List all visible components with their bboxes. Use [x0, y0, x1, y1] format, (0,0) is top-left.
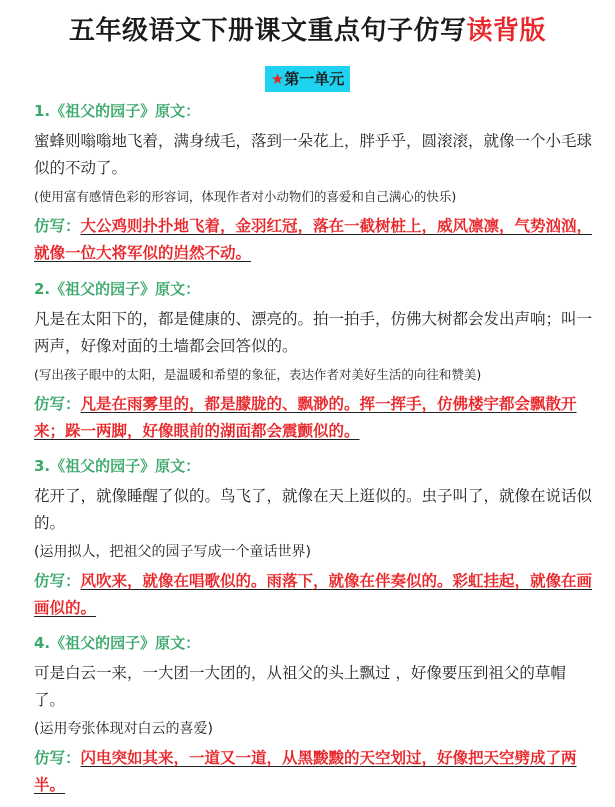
item-imitation: [34, 213, 594, 267]
item-note: (运用夸张体现对白云的喜爱): [34, 721, 213, 737]
item-original: 可是白云一来，一大团一大团的，从祖父的头上飘过 ，好像要压到祖父的草帽了。: [34, 664, 566, 709]
item-original: 花开了，就像睡醒了似的。鸟飞了，就像在天上逛似的。虫子叫了，就像在说话似的。: [34, 487, 593, 532]
item-note: (使用富有感情色彩的形容词，体现作者对小动物们的喜爱和自己满心的快乐): [34, 189, 457, 204]
imitation-label: 仿写：: [34, 395, 81, 413]
item-heading: 4.《祖父的园子》原文：: [34, 634, 201, 652]
item-note: (写出孩子眼中的太阳，是温暖和希望的象征，表达作者对美好生活的向往和赞美): [34, 367, 482, 382]
imitation-label: 仿写：: [34, 217, 81, 235]
unit-banner: [0, 66, 615, 92]
imitation-text: 凡是在雨雾里的，都是朦胧的、飘渺的。挥一挥手，仿佛楼宇都会飘散开来；跺一两脚，好像眼前的湖面都会震颤似的。: [34, 395, 577, 440]
item-imitation: [34, 568, 594, 622]
item-heading: 1.《祖父的园子》原文：: [34, 102, 201, 120]
sentence-item-4: [34, 632, 594, 799]
item-note: (运用拟人，把祖父的园子写成一个童话世界): [34, 544, 311, 560]
sentence-item-3: [34, 455, 594, 622]
item-original: 蜜蜂则嗡嗡地飞着，满身绒毛，落到一朵花上，胖乎乎，圆滚滚，就像一个小毛球似的不动了。: [34, 132, 593, 177]
imitation-text: 大公鸡则扑扑地飞着，金羽红冠，落在一截树桩上，威风凛凛，气势汹汹，就像一位大将军似的岿然不动。: [34, 217, 593, 262]
item-imitation: [34, 391, 594, 445]
unit-label: 第一单元: [284, 70, 345, 88]
item-original: 凡是在太阳下的，都是健康的、漂亮的。拍一拍手，仿佛大树都会发出声响；叫一两声，好像对面的土墙都会回答似的。: [34, 310, 593, 355]
title-main: 五年级语文下册课文重点句子仿写: [68, 16, 467, 46]
imitation-label: 仿写：: [34, 572, 81, 590]
title-highlight: 读背版: [466, 16, 547, 46]
imitation-label: 仿写：: [34, 749, 81, 767]
star-icon: ★: [270, 70, 285, 88]
imitation-text: 闪电突如其来，一道又一道，从黑黢黢的天空划过，好像把天空劈成了两半。: [34, 749, 577, 794]
page-title: [0, 14, 615, 48]
item-heading: 2.《祖父的园子》原文：: [34, 280, 201, 298]
item-imitation: [34, 745, 594, 799]
sentence-item-1: [34, 100, 594, 267]
unit-label-box: [265, 66, 350, 92]
imitation-text: 风吹来，就像在唱歌似的。雨落下，就像在伴奏似的。彩虹挂起，就像在画画似的。: [34, 572, 593, 617]
item-heading: 3.《祖父的园子》原文：: [34, 457, 201, 475]
sentence-item-2: [34, 278, 594, 445]
